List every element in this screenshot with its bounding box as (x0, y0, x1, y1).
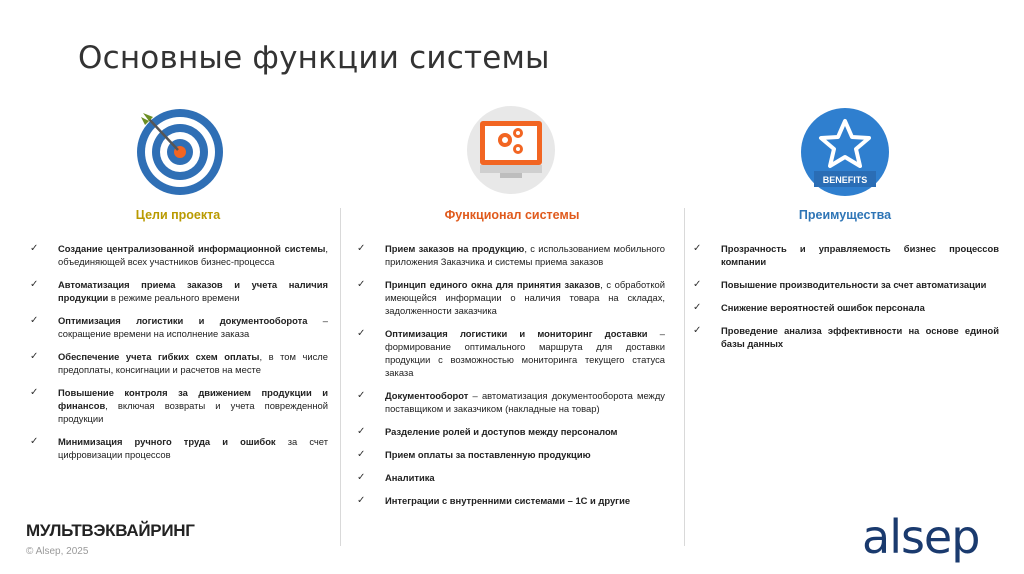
list-item (357, 494, 665, 507)
check-icon: ✓ (693, 279, 702, 290)
check-icon: ✓ (30, 279, 39, 290)
divider (684, 208, 685, 546)
column-heading-functions: Функционал системы (444, 208, 580, 222)
page-title: Основные функции системы (78, 40, 550, 76)
check-icon: ✓ (30, 387, 39, 398)
item-text: , с обработкой имеющейся информации о наличия товара на складах, задолженности заказчика (385, 279, 665, 316)
list-item (357, 242, 665, 268)
item-bold-text: Аналитика (385, 472, 435, 483)
functions-list (357, 242, 665, 517)
item-text: – автоматизация документооборота между поставщиком и заказчиком (накладные на товар) (385, 390, 665, 414)
list-item (357, 471, 665, 484)
item-bold-text: Прием оплаты за поставленную продукцию (385, 449, 591, 460)
goals-list (30, 242, 328, 471)
check-icon: ✓ (30, 351, 39, 362)
item-text: , включая возвраты и учета поврежденной продукции (58, 400, 328, 424)
item-bold-text: Оптимизация логистики и мониторинг доставки (385, 328, 648, 339)
item-bold-text: Снижение вероятностей ошибок персонала (721, 302, 925, 313)
target-icon (135, 107, 225, 202)
list-item (30, 278, 328, 304)
check-icon: ✓ (357, 495, 366, 506)
list-item (693, 278, 999, 291)
check-icon: ✓ (357, 279, 366, 290)
list-item (357, 448, 665, 461)
list-item (30, 350, 328, 376)
item-bold-text: Автоматизация приема заказов и учета наличия продукции (58, 279, 328, 303)
item-text: – формирование оптимального маршрута для доставки продукции с возможностью мониторинга текущего статуса заказа (385, 328, 665, 378)
monitor-gears-icon (466, 105, 556, 200)
item-bold-text: Прозрачность и управляемость бизнес процессов компании (721, 243, 999, 267)
check-icon: ✓ (357, 449, 366, 460)
item-bold-text: Принцип единого окна для принятия заказов (385, 279, 601, 290)
check-icon: ✓ (357, 472, 366, 483)
list-item (30, 242, 328, 268)
check-icon: ✓ (30, 243, 39, 254)
copyright: © Alsep, 2025 (26, 546, 89, 557)
check-icon: ✓ (357, 390, 366, 401)
item-text: за счет цифровизации процессов (58, 436, 328, 460)
item-bold-text: Повышение контроля за движением продукции и финансов (58, 387, 328, 411)
check-icon: ✓ (30, 436, 39, 447)
list-item (693, 301, 999, 314)
benefits-icon-label: BENEFITS (822, 175, 868, 185)
item-bold-text: Разделение ролей и доступов между персоналом (385, 426, 618, 437)
check-icon: ✓ (357, 426, 366, 437)
column-heading-goals: Цели проекта (135, 208, 221, 222)
list-item (693, 324, 999, 350)
divider (340, 208, 341, 546)
benefits-star-icon (800, 107, 890, 202)
check-icon: ✓ (693, 243, 702, 254)
item-bold-text: Проведение анализа эффективности на основе единой базы данных (721, 325, 999, 349)
list-item (357, 278, 665, 317)
alsep-logo: alsep (862, 510, 980, 564)
list-item (357, 389, 665, 415)
item-text: , объединяющей всех участников бизнес-процесса (58, 243, 328, 267)
item-bold-text: Минимизация ручного труда и ошибок (58, 436, 276, 447)
list-item (30, 435, 328, 461)
brand-name: МУЛЬТВЭКВАЙРИНГ (26, 521, 195, 540)
check-icon: ✓ (693, 302, 702, 313)
item-text: – сокращение времени на исполнение заказа (58, 315, 328, 339)
item-bold-text: Обеспечение учета гибких схем оплаты (58, 351, 260, 362)
item-bold-text: Интеграции с внутренними системами – 1С и другие (385, 495, 631, 506)
item-text: , с использованием мобильного приложения Заказчика и системы приема заказов (385, 243, 665, 267)
benefits-list (693, 242, 999, 360)
list-item (693, 242, 999, 268)
list-item (30, 314, 328, 340)
list-item (357, 425, 665, 438)
check-icon: ✓ (693, 325, 702, 336)
item-bold-text: Создание централизованной информационной системы (58, 243, 326, 254)
item-bold-text: Оптимизация логистики и документооборота (58, 315, 308, 326)
item-bold-text: Документооборот (385, 390, 469, 401)
item-bold-text: Повышение производительности за счет автоматизации (721, 279, 987, 290)
item-text: в режиме реального времени (108, 292, 240, 303)
item-bold-text: Прием заказов на продукцию (385, 243, 525, 254)
check-icon: ✓ (357, 243, 366, 254)
check-icon: ✓ (357, 328, 366, 339)
check-icon: ✓ (30, 315, 39, 326)
column-heading-benefits: Преимущества (798, 208, 892, 222)
list-item (30, 386, 328, 425)
list-item (357, 327, 665, 379)
item-text: , в том числе предоплаты, консигнации и расчетов на месте (58, 351, 328, 375)
